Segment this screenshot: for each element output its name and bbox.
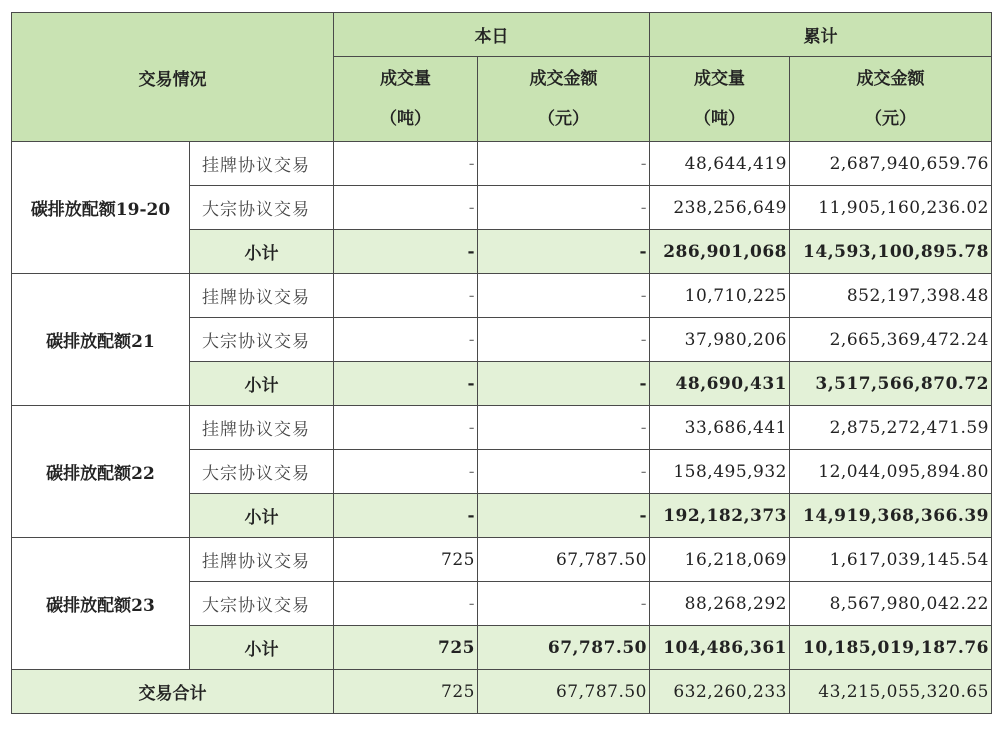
cum-amount-cell: 2,875,272,471.59 [790, 406, 992, 450]
subtotal-label: 小计 [190, 362, 334, 406]
cum-volume-cell: 37,980,206 [650, 318, 790, 362]
table-row [12, 274, 992, 318]
today-amount-cell: - [478, 186, 650, 230]
cum-amount-cell: 3,517,566,870.72 [790, 362, 992, 406]
cum-amount-cell: 10,185,019,187.76 [790, 626, 992, 670]
cumulative-header: 累计 [650, 13, 992, 57]
today-amount-cell: 67,787.50 [478, 626, 650, 670]
total-cum-volume: 632,260,233 [650, 670, 790, 714]
today-volume-header: 成交量 （吨） [334, 57, 478, 142]
cum-amount-cell: 2,665,369,472.24 [790, 318, 992, 362]
today-amount-cell: - [478, 318, 650, 362]
today-volume-cell: - [334, 230, 478, 274]
cum-volume-cell: 158,495,932 [650, 450, 790, 494]
trade-type: 挂牌协议交易 [190, 142, 334, 186]
cum-volume-cell: 48,690,431 [650, 362, 790, 406]
cum-volume-cell: 238,256,649 [650, 186, 790, 230]
quota-group-name: 碳排放配额19-20 [12, 142, 190, 274]
cum-amount-cell: 8,567,980,042.22 [790, 582, 992, 626]
today-header: 本日 [334, 13, 650, 57]
cum-volume-cell: 286,901,068 [650, 230, 790, 274]
today-volume-cell: - [334, 450, 478, 494]
trade-situation-header: 交易情况 [12, 13, 334, 142]
today-amount-cell: - [478, 582, 650, 626]
today-amount-cell: 67,787.50 [478, 538, 650, 582]
table-body [12, 142, 992, 670]
cum-volume-cell: 88,268,292 [650, 582, 790, 626]
carbon-trading-table [11, 12, 992, 714]
cum-volume-cell: 48,644,419 [650, 142, 790, 186]
total-cum-amount: 43,215,055,320.65 [790, 670, 992, 714]
quota-group-name: 碳排放配额23 [12, 538, 190, 670]
trade-type: 大宗协议交易 [190, 450, 334, 494]
today-volume-cell: - [334, 318, 478, 362]
quota-group-name: 碳排放配额22 [12, 406, 190, 538]
trade-type: 大宗协议交易 [190, 318, 334, 362]
today-volume-cell: - [334, 582, 478, 626]
today-volume-cell: - [334, 142, 478, 186]
cum-amount-cell: 1,617,039,145.54 [790, 538, 992, 582]
today-amount-cell: - [478, 142, 650, 186]
trade-type: 挂牌协议交易 [190, 538, 334, 582]
total-row [12, 670, 992, 714]
cum-amount-cell: 14,593,100,895.78 [790, 230, 992, 274]
today-amount-header: 成交金额 （元） [478, 57, 650, 142]
subtotal-label: 小计 [190, 494, 334, 538]
trade-type: 挂牌协议交易 [190, 406, 334, 450]
cum-volume-header: 成交量 （吨） [650, 57, 790, 142]
today-amount-cell: - [478, 362, 650, 406]
cum-amount-cell: 852,197,398.48 [790, 274, 992, 318]
table-row [12, 538, 992, 582]
cum-amount-cell: 12,044,095,894.80 [790, 450, 992, 494]
today-volume-cell: - [334, 362, 478, 406]
trade-type: 大宗协议交易 [190, 186, 334, 230]
today-volume-cell: 725 [334, 626, 478, 670]
today-amount-cell: - [478, 450, 650, 494]
total-label: 交易合计 [12, 670, 334, 714]
table-row [12, 142, 992, 186]
cum-amount-cell: 2,687,940,659.76 [790, 142, 992, 186]
today-volume-cell: - [334, 274, 478, 318]
cum-amount-cell: 14,919,368,366.39 [790, 494, 992, 538]
total-today-amount: 67,787.50 [478, 670, 650, 714]
cum-amount-cell: 11,905,160,236.02 [790, 186, 992, 230]
trade-type: 挂牌协议交易 [190, 274, 334, 318]
cum-volume-cell: 16,218,069 [650, 538, 790, 582]
subtotal-label: 小计 [190, 230, 334, 274]
today-volume-cell: - [334, 494, 478, 538]
today-volume-cell: 725 [334, 538, 478, 582]
today-amount-cell: - [478, 494, 650, 538]
quota-group-name: 碳排放配额21 [12, 274, 190, 406]
cum-amount-header: 成交金额 （元） [790, 57, 992, 142]
cum-volume-cell: 192,182,373 [650, 494, 790, 538]
today-volume-cell: - [334, 406, 478, 450]
subtotal-label: 小计 [190, 626, 334, 670]
cum-volume-cell: 104,486,361 [650, 626, 790, 670]
today-volume-cell: - [334, 186, 478, 230]
today-amount-cell: - [478, 406, 650, 450]
total-today-volume: 725 [334, 670, 478, 714]
today-amount-cell: - [478, 230, 650, 274]
trade-type: 大宗协议交易 [190, 582, 334, 626]
cum-volume-cell: 33,686,441 [650, 406, 790, 450]
today-amount-cell: - [478, 274, 650, 318]
cum-volume-cell: 10,710,225 [650, 274, 790, 318]
table-row [12, 406, 992, 450]
